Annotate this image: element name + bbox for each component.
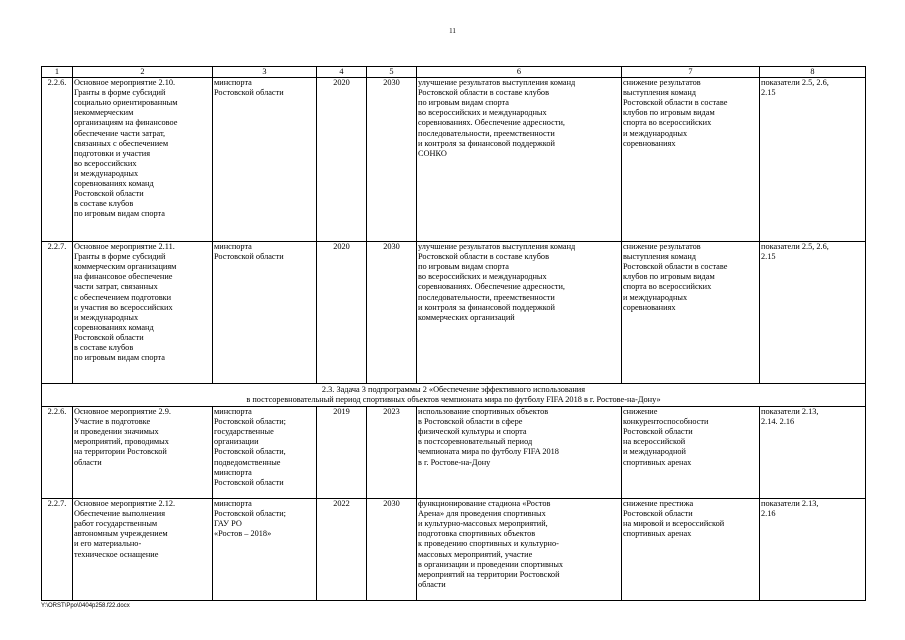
expected-result: улучшение результатов выступления команд Ростовской области в составе клубов по игровым видам спорта во всероссийских и международных соревнованиях. Обеспечение адресности, последовательности, преемственности и контроля за финансовой поддержкой коммерческих организаций: [417, 242, 622, 384]
expected-result: функционирование стадиона «Ростов Арена» для проведения спортивных и культурно-массовых мероприятий, подготовка спортивных объектов к проведению спортивных и культурно- массовых мероприятий, участие в организации и проведении спортивных мероприятий на территории Ростовской области: [417, 499, 622, 601]
table-row: [42, 499, 866, 601]
column-header: 1: [42, 67, 73, 78]
indicators: показатели 2.5, 2.6, 2.15: [760, 242, 866, 384]
row-number: 2.2.7.: [42, 499, 73, 601]
expected-result: использование спортивных объектов в Ростовской области в сфере физической культуры и спорта в постсоревновательный период чемпионата мира по футболу FIFA 2018 в г. Ростове-на-Дону: [417, 407, 622, 499]
table-row: [42, 407, 866, 499]
indicators: показатели 2.13, 2.16: [760, 499, 866, 601]
activity-name: Основное мероприятие 2.10. Гранты в форме субсидий социально ориентированным некоммерческим организациям на финансовое обеспечение части затрат, связанных с обеспечением подготовки и участия во всероссийских и международных соревнованиях команд Ростовской области в составе клубов по игровым видам спорта: [73, 78, 213, 242]
table-row: [42, 78, 866, 242]
column-header: 4: [317, 67, 367, 78]
row-number: 2.2.6.: [42, 407, 73, 499]
program-table: [41, 66, 866, 601]
executor: минспорта Ростовской области; государственные организации Ростовской области, подведомственные минспорта Ростовской области: [213, 407, 317, 499]
indicators: показатели 2.5, 2.6, 2.15: [760, 78, 866, 242]
start-year: 2020: [317, 242, 367, 384]
activity-name: Основное мероприятие 2.11. Гранты в форме субсидий коммерческим организациям на финансовое обеспечение части затрат, связанных с обеспечением подготовки и участия во всероссийских и международных соревнованиях команд Ростовской области в составе клубов по игровым видам спорта: [73, 242, 213, 384]
end-year: 2023: [367, 407, 417, 499]
section-heading-line: 2.3. Задача 3 подпрограммы 2 «Обеспечение эффективного использования: [321, 385, 586, 394]
executor: минспорта Ростовской области: [213, 242, 317, 384]
table-row: [42, 242, 866, 384]
end-year: 2030: [367, 242, 417, 384]
row-number: 2.2.7.: [42, 242, 73, 384]
consequences: снижение престижа Ростовской области на мировой и всероссийской спортивных аренах: [622, 499, 760, 601]
section-heading: [42, 384, 866, 407]
start-year: 2022: [317, 499, 367, 601]
column-header: 8: [760, 67, 866, 78]
activity-name: Основное мероприятие 2.12. Обеспечение выполнения работ государственным автономным учреждением и его материально- техническое оснащение: [73, 499, 213, 601]
consequences: снижение результатов выступления команд Ростовской области в составе клубов по игровым видам спорта во всероссийских и международных соревнованиях: [622, 242, 760, 384]
consequences: снижение конкурентоспособности Ростовской области на всероссийской и международной спортивных аренах: [622, 407, 760, 499]
start-year: 2020: [317, 78, 367, 242]
end-year: 2030: [367, 78, 417, 242]
column-header: 7: [622, 67, 760, 78]
row-number: 2.2.6.: [42, 78, 73, 242]
section-heading-line: в постсоревновательный период спортивных объектов чемпионата мира по футболу FIFA 2018 в г. Ростове-на-Дону»: [246, 395, 661, 405]
file-path-footer: Y:\ORST\Ppo\0404p258.f22.docx: [41, 603, 130, 609]
executor: минспорта Ростовской области; ГАУ РО «Ростов – 2018»: [213, 499, 317, 601]
consequences: снижение результатов выступления команд Ростовской области в составе клубов по игровым видам спорта во всероссийских и международных соревнованиях: [622, 78, 760, 242]
executor: минспорта Ростовской области: [213, 78, 317, 242]
end-year: 2030: [367, 499, 417, 601]
header-row: [42, 67, 866, 78]
start-year: 2019: [317, 407, 367, 499]
section-row: [42, 384, 866, 407]
page-number: 11: [449, 27, 456, 35]
column-header: 2: [73, 67, 213, 78]
indicators: показатели 2.13, 2.14. 2.16: [760, 407, 866, 499]
column-header: 3: [213, 67, 317, 78]
column-header: 6: [417, 67, 622, 78]
column-header: 5: [367, 67, 417, 78]
expected-result: улучшение результатов выступления команд Ростовской области в составе клубов по игровым видам спорта во всероссийских и международных соревнованиях. Обеспечение адресности, последовательности, преемственности и контроля за финансовой поддержкой СОНКО: [417, 78, 622, 242]
activity-name: Основное мероприятие 2.9. Участие в подготовке и проведении значимых мероприятий, проводимых на территории Ростовской области: [73, 407, 213, 499]
